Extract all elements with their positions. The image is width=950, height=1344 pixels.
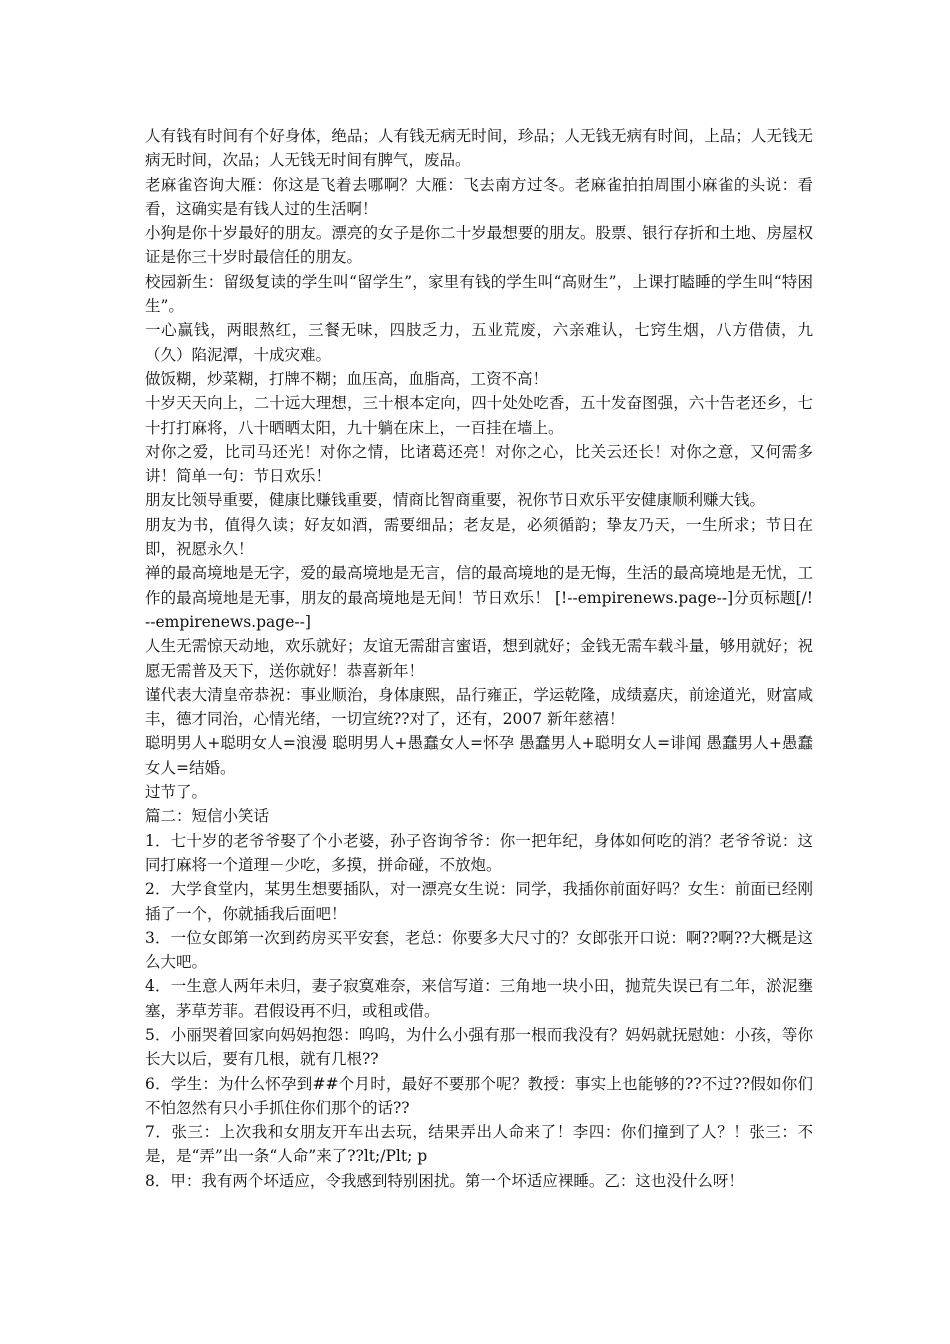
paragraph-8: 对你之爱，比司马还光！对你之情，比诸葛还亮！对你之心，比关云还长！对你之意，又何需多讲！简单一句：节日欢乐！ xyxy=(145,442,813,486)
paragraph-10: 朋友为书，值得久读；好友如酒，需要细品；老友是，必须循韵；挚友乃天，一生所求；节日在即，祝愿永久！ xyxy=(145,515,813,559)
paragraph-1: 人有钱有时间有个好身体，绝品；人有钱无病无时间，珍品；人无钱无病有时间，上品；人无钱无病无时间，次品；人无钱无时间有脾气，废品。 xyxy=(145,127,813,170)
paragraph-14: 聪明男人+聪明女人=浪漫 聪明男人+愚蠢女人=怀孕 愚蠢男人+聪明女人=诽闻 愚蠢男人+愚蠢女人=结婚。 xyxy=(145,734,813,777)
paragraph-12: 人生无需惊天动地，欢乐就好；友谊无需甜言蜜语，想到就好；金钱无需车载斗量，够用就好；祝愿无需普及天下，送你就好！恭喜新年！ xyxy=(145,637,813,680)
paragraph-5: 一心赢钱，两眼熬红，三餐无味，四肢乏力，五业荒废，六亲难认，七窍生烟，八方借债，九（久）陷泥潭，十成灾难。 xyxy=(145,321,813,364)
paragraph-9: 朋友比领导重要，健康比赚钱重要，情商比智商重要，祝你节日欢乐平安健康顺利赚大钱。 xyxy=(145,491,766,510)
section-heading: 篇二：短信小笑话 xyxy=(145,807,270,826)
paragraph-11: 禅的最高境地是无字，爱的最高境地是无言，信的最高境地的是无悔，生活的最高境地是无忧，工作的最高境地是无事，朋友的最高境地是无间！节日欢乐！ [!--empirenews.page--]分页标题[/!--empirenews.page--] xyxy=(145,564,813,631)
paragraph-13: 谨代表大清皇帝恭祝：事业顺治，身体康熙，品行雍正，学运乾隆，成绩嘉庆，前途道光，财富咸丰，德才同治，心情光绪，一切宣统??对了，还有，2007 新年慈禧！ xyxy=(145,685,813,729)
joke-2: 2．大学食堂内，某男生想要插队，对一漂亮女生说：同学，我插你前面好吗？女生：前面已经刚插了一个，你就插我后面吧！ xyxy=(145,880,813,923)
paragraph-15: 过节了。 xyxy=(145,783,208,802)
joke-1: 1．七十岁的老爷爷娶了个小老婆，孙子咨询爷爷：你一把年纪，身体如何吃的消？老爷爷说：这同打麻将一个道理－少吃，多摸，拼命碰，不放炮。 xyxy=(145,831,813,874)
paragraph-3: 小狗是你十岁最好的朋友。漂亮的女子是你二十岁最想要的朋友。股票、银行存折和土地、房屋权证是你三十岁时最信任的朋友。 xyxy=(145,224,813,267)
joke-3: 3．一位女郎第一次到药房买平安套，老总：你要多大尺寸的？女郎张开口说：啊??啊??大概是这么大吧。 xyxy=(145,928,813,972)
document-body xyxy=(145,124,813,1193)
joke-8: 8．甲：我有两个坏适应，令我感到特别困扰。第一个坏适应裸睡。乙：这也没什么呀！ xyxy=(145,1171,744,1190)
paragraph-4: 校园新生：留级复读的学生叫“留学生”，家里有钱的学生叫“高财生”，上课打瞌睡的学生叫“特困生”。 xyxy=(145,272,813,316)
joke-7: 7．张三：上次我和女朋友开车出去玩，结果弄出人命来了！李四：你们撞到了人？！张三：不是，是“弄”出一条“人命”来了??lt;/Plt; p xyxy=(145,1123,813,1166)
joke-4: 4．一生意人两年未归，妻子寂寞难奈，来信写道：三角地一块小田，抛荒失误已有二年，淤泥壅塞，茅草芳菲。君假设再不归，或租或借。 xyxy=(145,977,813,1020)
joke-6: 6．学生：为什么怀孕到##个月时，最好不要那个呢？教授：事实上也能够的??不过??假如你们不怕忽然有只小手抓住你们那个的话?? xyxy=(145,1074,813,1117)
paragraph-2: 老麻雀咨询大雁：你这是飞着去哪啊？大雁：飞去南方过冬。老麻雀拍拍周围小麻雀的头说：看看，这确实是有钱人过的生活啊！ xyxy=(145,175,813,218)
paragraph-7: 十岁天天向上，二十远大理想，三十根本定向，四十处处吃香，五十发奋图强，六十告老还乡，七十打打麻将，八十晒晒太阳，九十躺在床上，一百挂在墙上。 xyxy=(145,394,813,437)
paragraph-6: 做饭糊，炒菜糊，打牌不糊；血压高，血脂高，工资不高！ xyxy=(145,369,549,388)
joke-5: 5．小丽哭着回家向妈妈抱怨：呜呜，为什么小强有那一根而我没有？妈妈就抚慰她：小孩，等你长大以后，要有几根，就有几根?? xyxy=(145,1025,813,1069)
